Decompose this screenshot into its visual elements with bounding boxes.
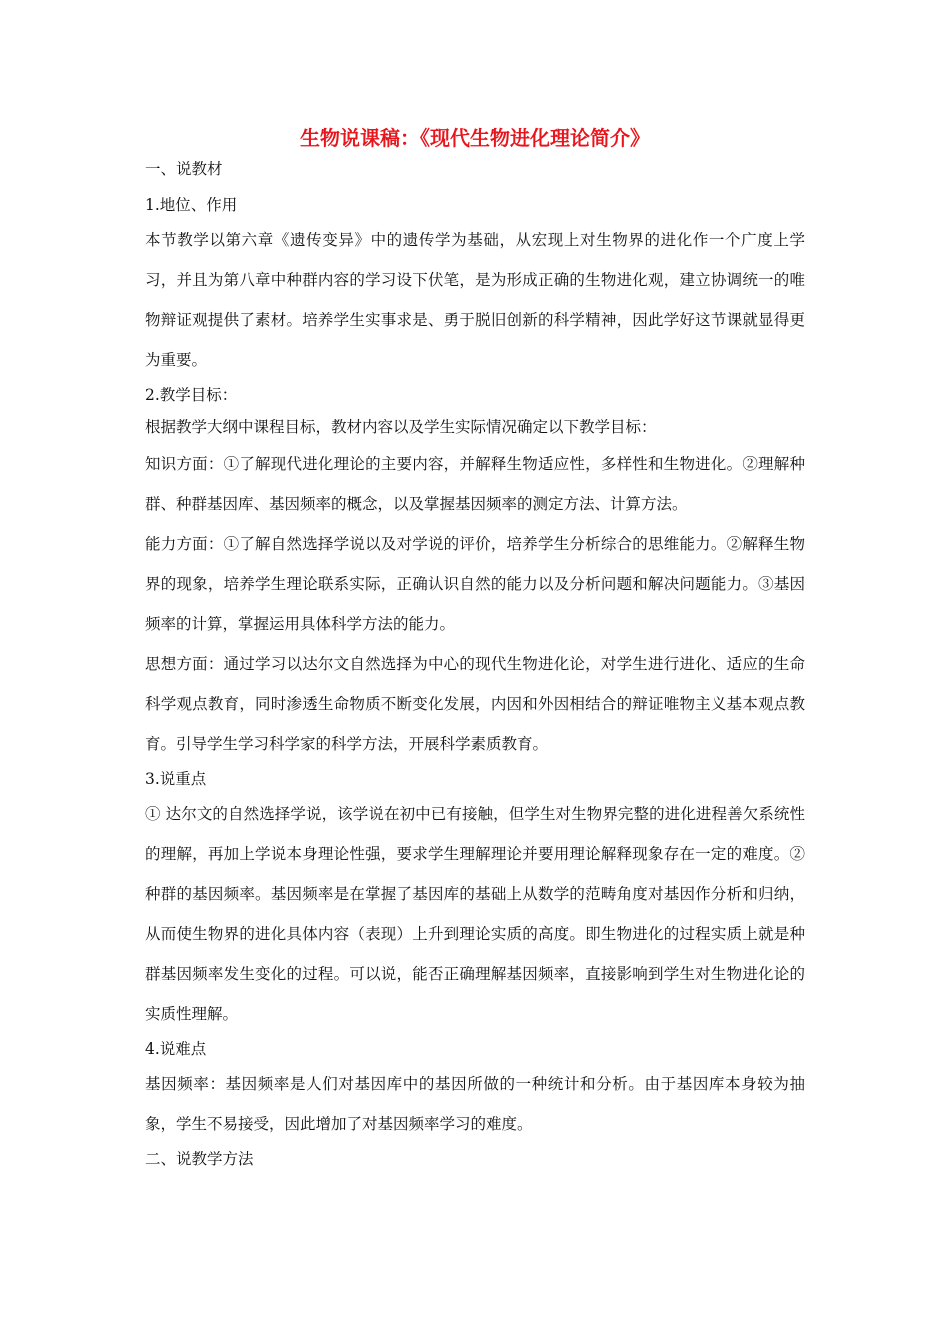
section-heading-textbook: 一、说教材: [145, 160, 223, 178]
paragraph-goal-ability: 能力方面：①了解自然选择学说以及对学说的评价，培养学生分析综合的思维能力。②解释生物界的现象，培养学生理论联系实际，正确认识自然的能力以及分析问题和解决问题能力。③基因频率的计算，掌握运用具体科学方法的能力。: [145, 535, 805, 633]
subheading-key-points: 3.说重点: [145, 770, 207, 788]
paragraph-difficulties: 基因频率：基因频率是人们对基因库中的基因所做的一种统计和分析。由于基因库本身较为抽象，学生不易接受，因此增加了对基因频率学习的难度。: [145, 1075, 805, 1133]
subheading-difficulties: 4.说难点: [145, 1040, 207, 1058]
subheading-position-role: 1.地位、作用: [145, 196, 238, 214]
document-title: 生物说课稿：《现代生物进化理论简介》: [300, 126, 650, 150]
section-heading-teaching-methods: 二、说教学方法: [145, 1150, 254, 1168]
paragraph-key-points: ① 达尔文的自然选择学说，该学说在初中已有接触，但学生对生物界完整的进化进程善欠系统性的理解，再加上学说本身理论性强，要求学生理解理论并要用理论解释现象存在一定的难度。②种群的基因频率。基因频率是在掌握了基因库的基础上从数学的范畴角度对基因作分析和归纳，从而使生物界的进化具体内容（表现）上升到理论实质的高度。即生物进化的过程实质上就是种群基因频率发生变化的过程。可以说，能否正确理解基因频率，直接影响到学生对生物进化论的实质性理解。: [145, 805, 805, 1023]
document-body: [145, 154, 805, 1174]
subheading-teaching-goals: 2.教学目标：: [145, 386, 238, 404]
paragraph-goal-thought: 思想方面：通过学习以达尔文自然选择为中心的现代生物进化论，对学生进行进化、适应的生命科学观点教育，同时渗透生命物质不断变化发展，内因和外因相结合的辩证唯物主义基本观点教育。引导学生学习科学家的科学方法，开展科学素质教育。: [145, 655, 805, 753]
paragraph-goal-knowledge: 知识方面：①了解现代进化理论的主要内容，并解释生物适应性，多样性和生物进化。②理解种群、种群基因库、基因频率的概念，以及掌握基因频率的测定方法、计算方法。: [145, 455, 805, 513]
paragraph-goals-intro: 根据教学大纲中课程目标，教材内容以及学生实际情况确定以下教学目标：: [145, 418, 657, 436]
paragraph-position-role: 本节教学以第六章《遗传变异》中的遗传学为基础，从宏现上对生物界的进化作一个广度上学习，并且为第八章中种群内容的学习设下伏笔，是为形成正确的生物进化观，建立协调统一的唯物辩证观提供了素材。培养学生实事求是、勇于脱旧创新的科学精神，因此学好这节课就显得更为重要。: [145, 231, 805, 369]
